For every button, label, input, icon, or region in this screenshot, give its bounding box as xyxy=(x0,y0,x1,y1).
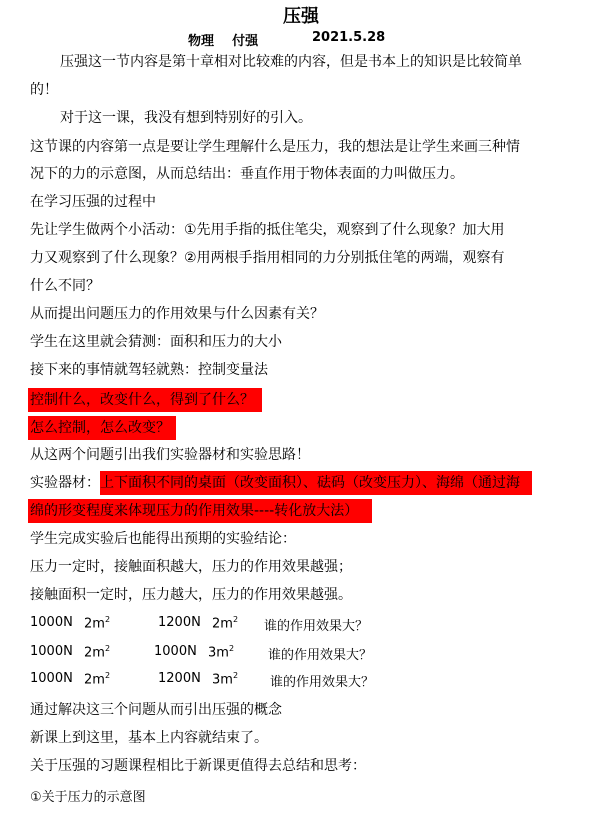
force-value: 1000N xyxy=(30,671,73,686)
area-value: $2m^2$ xyxy=(84,671,111,688)
force-value: 1200N xyxy=(158,671,201,686)
area-value: $2m^2$ xyxy=(84,615,111,632)
paragraph-line: 况下的力的示意图，从而总结出：垂直作用于物体表面的力叫做压力。 xyxy=(30,166,464,182)
paragraph-line: 接下来的事情就驾轻就熟：控制变量法 xyxy=(30,362,268,378)
paragraph-line: 关于压强的习题课程相比于新课更值得去总结和思考： xyxy=(30,758,366,774)
paragraph-line: 对于这一课，我没有想到特别好的引入。 xyxy=(60,110,312,126)
paragraph-line: 从这两个问题引出我们实验器材和实验思路！ xyxy=(30,447,310,463)
comparison-question: 谁的作用效果大？ xyxy=(268,648,373,663)
paragraph-line: 这节课的内容第一点是要让学生理解什么是压力，我的想法是让学生来画三种情 xyxy=(30,139,520,155)
area-value: $2m^2$ xyxy=(212,615,239,632)
paragraph-line: 力又观察到了什么现象？②用两根手指用相同的力分别抵住笔的两端，观察有 xyxy=(30,250,505,266)
paragraph-line: 先让学生做两个小活动：①先用手指的抵住笔尖，观察到了什么现象？加大用 xyxy=(30,222,505,238)
paragraph-line: 压力一定时，接触面积越大，压力的作用效果越强； xyxy=(30,559,352,575)
document-title: 压强 xyxy=(283,6,319,27)
paragraph-line: 在学习压强的过程中 xyxy=(30,194,156,210)
comparison-question: 谁的作用效果大？ xyxy=(270,675,375,690)
paragraph-line: 从而提出问题压力的作用效果与什么因素有关？ xyxy=(30,306,324,322)
highlighted-line: 实验器材：上下面积不同的桌面（改变面积）、砝码（改变压力）、海绵（通过海 xyxy=(30,475,520,491)
area-value: $3m^2$ xyxy=(212,671,239,688)
paragraph-line: 学生完成实验后也能得出预期的实验结论： xyxy=(30,531,296,547)
paragraph-line: 什么不同？ xyxy=(30,278,100,294)
highlighted-line: 控制什么，改变什么，得到了什么？ xyxy=(30,392,254,408)
paragraph-line: 学生在这里就会猜测：面积和压力的大小 xyxy=(30,334,282,350)
paragraph-line: 接触面积一定时，压力越大，压力的作用效果越强。 xyxy=(30,587,352,603)
paragraph-line: 压强这一节内容是第十章相对比较难的内容，但是书本上的知识是比较简单 xyxy=(60,54,522,70)
paragraph-line: ①关于压力的示意图 xyxy=(30,790,146,805)
highlighted-line: 怎么控制，怎么改变？ xyxy=(30,420,170,436)
subject-author: 物理 付强 xyxy=(188,34,259,49)
force-value: 1000N xyxy=(154,644,197,659)
paragraph-line: 的！ xyxy=(30,82,58,98)
area-value: $2m^2$ xyxy=(84,644,111,661)
force-value: 1000N xyxy=(30,615,73,630)
force-value: 1000N xyxy=(30,644,73,659)
force-value: 1200N xyxy=(158,615,201,630)
comparison-question: 谁的作用效果大？ xyxy=(264,619,369,634)
highlighted-line: 绵的形变程度来体现压力的作用效果----转化放大法） xyxy=(30,503,359,519)
document-date: 2021.5.28 xyxy=(312,30,386,45)
area-value: $3m^2$ xyxy=(208,644,235,661)
paragraph-line: 通过解决这三个问题从而引出压强的概念 xyxy=(30,702,282,718)
paragraph-line: 新课上到这里，基本上内容就结束了。 xyxy=(30,730,268,746)
